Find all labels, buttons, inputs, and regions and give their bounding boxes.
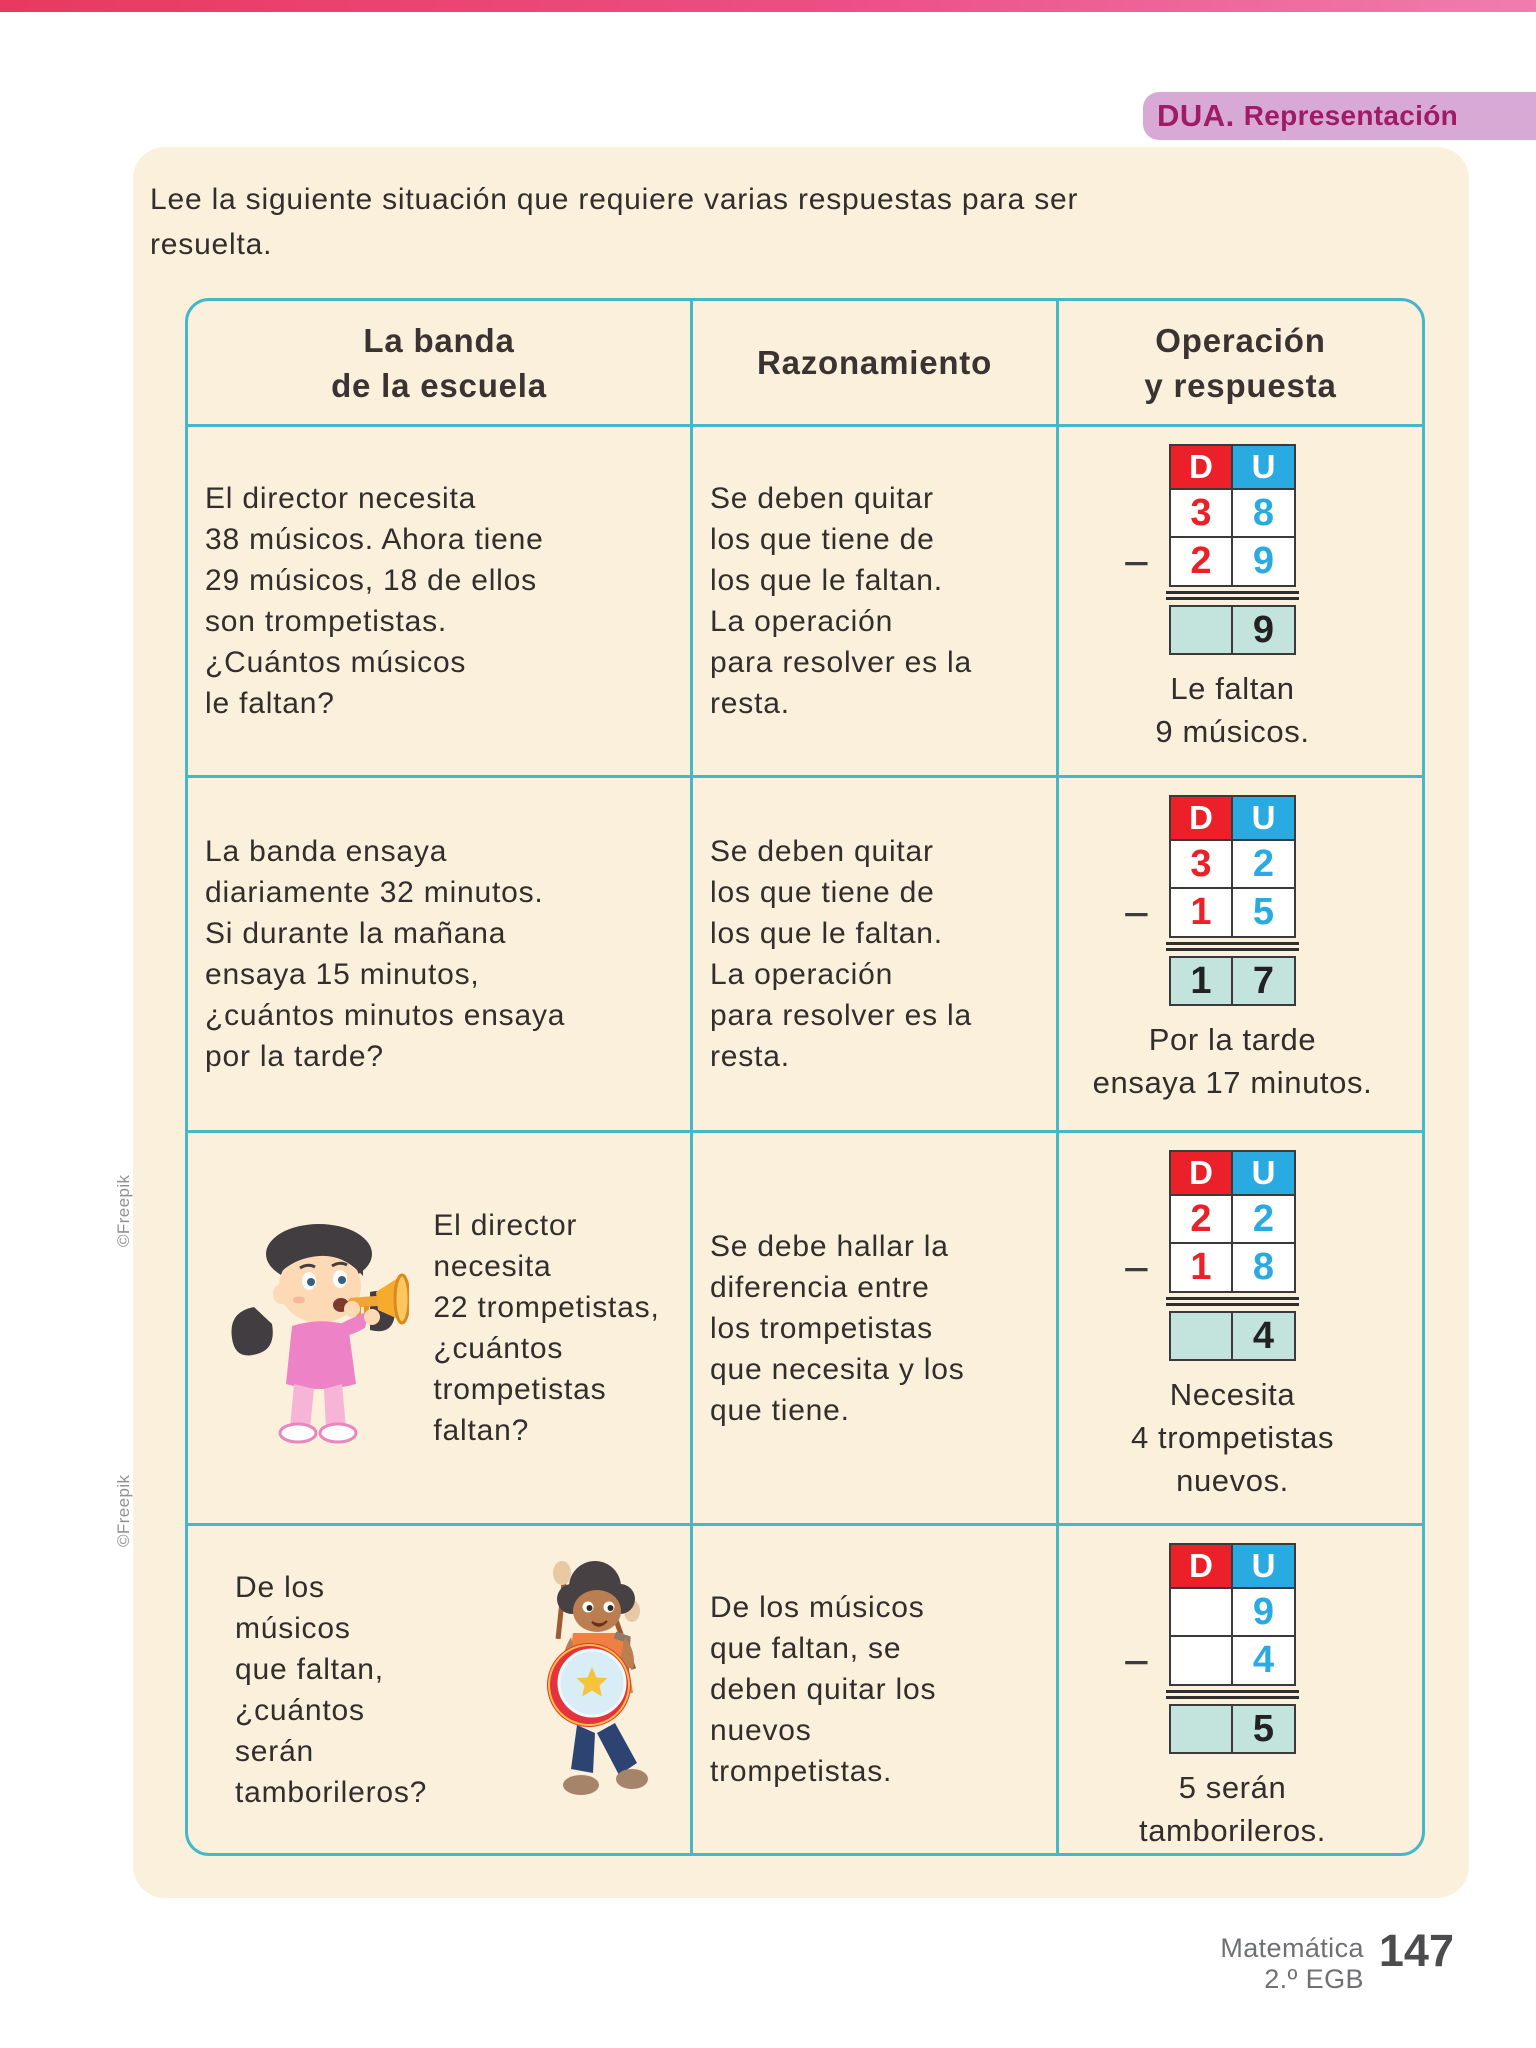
subtrahend-tens: 1 bbox=[1171, 889, 1231, 936]
subtrahend-tens bbox=[1171, 1637, 1231, 1684]
minuend-tens: 3 bbox=[1171, 490, 1231, 536]
minuend-tens: 2 bbox=[1171, 1196, 1231, 1242]
operation-cell bbox=[1059, 1526, 1422, 1853]
tens-header: D bbox=[1171, 1545, 1231, 1587]
header-operation: Operación y respuesta bbox=[1059, 301, 1422, 427]
answer-caption: Por la tarde ensaya 17 minutos. bbox=[1092, 1022, 1373, 1100]
problems-table bbox=[185, 298, 1425, 1856]
minus-sign: − bbox=[1122, 537, 1150, 589]
equals-line bbox=[1166, 591, 1299, 600]
result-units: 9 bbox=[1233, 607, 1294, 653]
problem-text: El director necesita 22 trompetistas, ¿cuántos trompetistas faltan? bbox=[433, 1209, 660, 1447]
equals-line bbox=[1166, 1297, 1299, 1306]
content-panel bbox=[133, 147, 1469, 1898]
answer-caption: 5 serán tamborileros. bbox=[1139, 1770, 1326, 1848]
page-number: 147 bbox=[1378, 1925, 1454, 1976]
units-header: U bbox=[1233, 797, 1294, 839]
girl-trumpet-illustration bbox=[224, 1212, 409, 1444]
minuend-units: 2 bbox=[1233, 841, 1294, 887]
subtrahend-tens: 2 bbox=[1171, 538, 1231, 585]
tens-header: D bbox=[1171, 446, 1231, 488]
dua-badge bbox=[1143, 92, 1536, 140]
subtrahend-units: 8 bbox=[1233, 1244, 1294, 1291]
book-info bbox=[1220, 1933, 1364, 1995]
units-header: U bbox=[1233, 446, 1294, 488]
operation-cell bbox=[1059, 1133, 1422, 1526]
result-tens: 1 bbox=[1171, 958, 1231, 1004]
minuend-units: 2 bbox=[1233, 1196, 1294, 1242]
place-value-table bbox=[1169, 1543, 1296, 1686]
result-tens bbox=[1171, 1313, 1231, 1359]
operation-block bbox=[1122, 444, 1310, 753]
reasoning-cell: De los músicos que faltan, se deben quitar los nuevos trompetistas. bbox=[693, 1526, 1059, 1853]
header-reasoning: Razonamiento bbox=[693, 301, 1059, 427]
page-footer bbox=[1220, 1925, 1454, 1995]
minuend-units: 9 bbox=[1233, 1589, 1294, 1635]
operation-block bbox=[1123, 1150, 1335, 1502]
problem-cell bbox=[188, 1526, 693, 1853]
tens-header: D bbox=[1171, 797, 1231, 839]
book-subject: Matemática bbox=[1220, 1933, 1364, 1963]
reasoning-cell: Se deben quitar los que tiene de los que le faltan. La operación para resolver es la resta. bbox=[693, 778, 1059, 1133]
equals-line bbox=[1166, 942, 1299, 951]
result-row bbox=[1169, 1704, 1296, 1754]
top-color-strip bbox=[0, 0, 1536, 12]
freepik-credit: ©Freepik bbox=[114, 1174, 133, 1247]
operation-block bbox=[1122, 1543, 1326, 1852]
result-units: 4 bbox=[1233, 1313, 1294, 1359]
answer-caption: Necesita 4 trompetistas nuevos. bbox=[1130, 1377, 1335, 1498]
answer-caption: Le faltan 9 músicos. bbox=[1155, 671, 1310, 749]
place-value-table bbox=[1169, 795, 1296, 938]
minuend-tens: 3 bbox=[1171, 841, 1231, 887]
minuend-tens bbox=[1171, 1589, 1231, 1635]
problem-text: De los músicos que faltan, ¿cuántos serán tamborileros? bbox=[235, 1570, 428, 1809]
subtrahend-units: 4 bbox=[1233, 1637, 1294, 1684]
result-units: 5 bbox=[1233, 1706, 1294, 1752]
result-row bbox=[1169, 1311, 1296, 1361]
problem-cell bbox=[188, 1133, 693, 1526]
freepik-credit: ©Freepik bbox=[114, 1474, 133, 1547]
dua-badge-prefix: DUA. bbox=[1157, 98, 1235, 133]
result-row bbox=[1169, 956, 1296, 1006]
intro-text: Lee la siguiente situación que requiere varias respuestas para ser resuelta. bbox=[150, 183, 1079, 261]
operation-cell bbox=[1059, 427, 1422, 778]
minuend-units: 8 bbox=[1233, 490, 1294, 536]
equals-line bbox=[1166, 1690, 1299, 1699]
book-grade: 2.º EGB bbox=[1264, 1964, 1364, 1994]
units-header: U bbox=[1233, 1545, 1294, 1587]
minus-sign: − bbox=[1122, 888, 1150, 940]
result-tens bbox=[1171, 607, 1231, 653]
result-row bbox=[1169, 605, 1296, 655]
place-value-table bbox=[1169, 444, 1296, 587]
place-value-table bbox=[1169, 1150, 1296, 1293]
reasoning-cell: Se deben quitar los que tiene de los que le faltan. La operación para resolver es la resta. bbox=[693, 427, 1059, 778]
result-tens bbox=[1171, 1706, 1231, 1752]
tens-header: D bbox=[1171, 1152, 1231, 1194]
reasoning-cell: Se debe hallar la diferencia entre los trompetistas que necesita y los que tiene. bbox=[693, 1133, 1059, 1526]
header-problem: La banda de la escuela bbox=[188, 301, 693, 427]
problem-cell: El director necesita 38 músicos. Ahora tiene 29 músicos, 18 de ellos son trompetistas. ¿Cuántos músicos le faltan? bbox=[188, 427, 693, 778]
operation-block bbox=[1093, 795, 1373, 1104]
minus-sign: − bbox=[1123, 1243, 1150, 1295]
result-units: 7 bbox=[1233, 958, 1294, 1004]
subtrahend-units: 5 bbox=[1233, 889, 1294, 936]
operation-cell bbox=[1059, 778, 1422, 1133]
subtrahend-tens: 1 bbox=[1171, 1244, 1231, 1291]
minus-sign: − bbox=[1122, 1636, 1150, 1688]
boy-drummer-illustration bbox=[535, 1561, 660, 1819]
subtrahend-units: 9 bbox=[1233, 538, 1294, 585]
dua-badge-label: Representación bbox=[1243, 100, 1459, 131]
units-header: U bbox=[1233, 1152, 1294, 1194]
problem-cell: La banda ensaya diariamente 32 minutos. Si durante la mañana ensaya 15 minutos, ¿cuántos minutos ensaya por la tarde? bbox=[188, 778, 693, 1133]
